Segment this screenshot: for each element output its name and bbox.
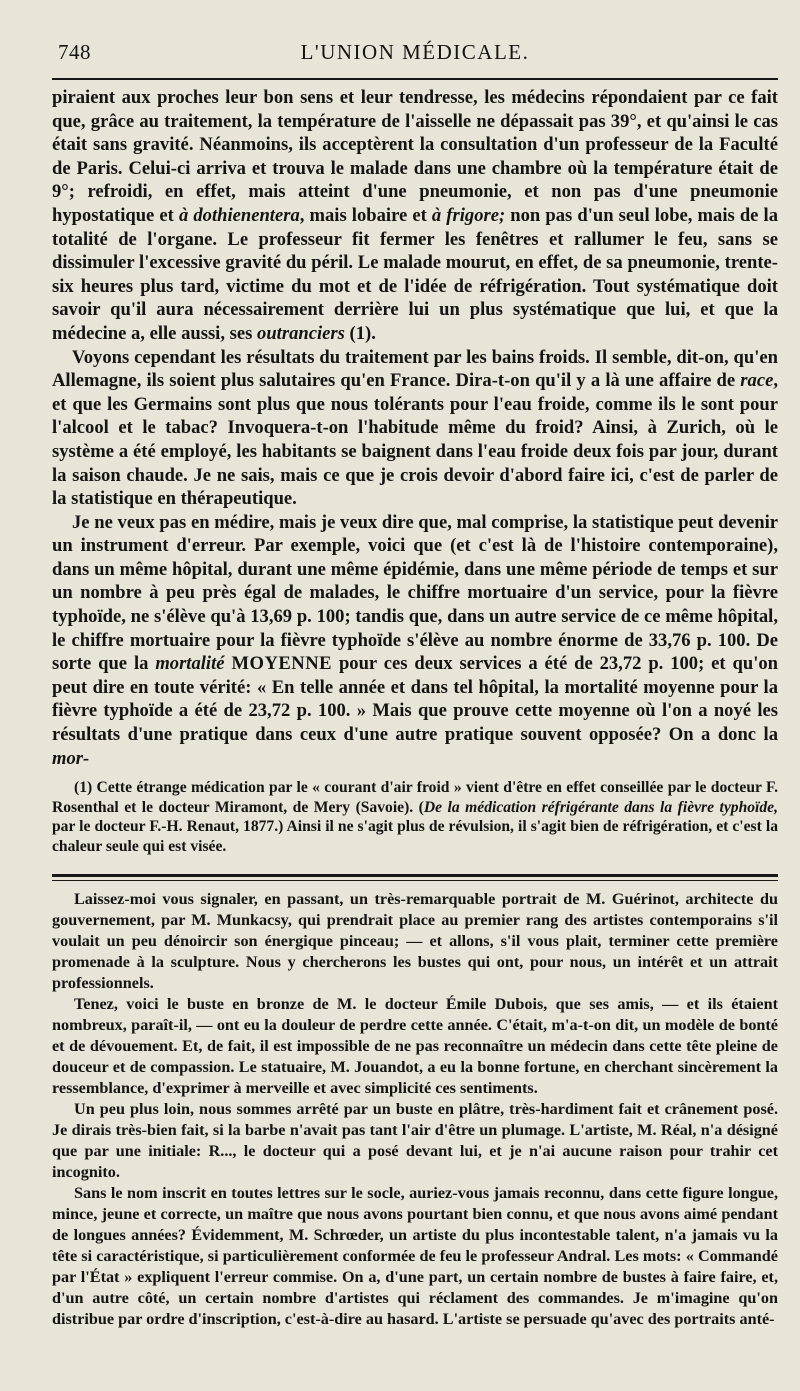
header-rule [52,78,778,80]
main-text [52,86,778,770]
feuilleton-text [52,889,778,1330]
footnote-text: (1) Cette étrange médication par le « courant d'air froid » vient d'être en effet conseillée par le docteur F. Rosenthal et le docteur Miramont, de Mery (Savoie). (De la médication réfrigérante dans la fièvre typhoïde, par le docteur F.-H. Renaut, 1877.) Ainsi il ne s'agit plus de révulsion, il s'agit bien de réfrigération, et c'est la chaleur seule qui est visée. [52,779,778,855]
page-number: 748 [58,40,91,64]
main-paragraph-2: Voyons cependant les résultats du traitement par les bains froids. Il semble, dit-on, qu'en Allemagne, ils soient plus salutaires qu'en France. Dira-t-on qu'il y a là une affaire de race, et que les Germains sont plus que nous tolérants pour l'eau froide, comme ils le sont pour l'alcool et le tabac? Invoquera-t-on l'habitude même du froid? Ainsi, à Zurich, où le système a été employé, les habitants se baignent dans l'eau froide deux fois par jour, durant la saison chaude. Je ne sais, mais ce que je crois devoir d'abord faire ici, c'est de parler de la statistique en thérapeutique. [52,346,778,510]
feuilleton-paragraph-4: Sans le nom inscrit en toutes lettres sur le socle, auriez-vous jamais reconnu, dans cette figure longue, mince, jeune et correcte, un maître que nous avons pourtant bien connu, et que nous avons aimé pendant de longues années? Évidemment, M. Schrœder, un artiste du plus incontestable talent, n'a jamais vu la tête si caractéristique, si particulièrement conformée de feu le professeur Andral. Les mots: « Commandé par l'État » expliquent l'erreur commise. On a, d'une part, un certain nombre de bustes à faire faire, et, d'un autre côté, un certain nombre d'artistes qui réclament des commandes. Je m'imagine qu'on distribue par ordre d'inscription, c'est-à-dire au hasard. L'artiste se persuade qu'avec des portraits anté- [52,1184,778,1329]
running-title: L'UNION MÉDICALE. [300,40,530,64]
feuilleton-paragraph-1: Laissez-moi vous signaler, en passant, un très-remarquable portrait de M. Guérinot, architecte du gouvernement, par M. Munkacsy, qui prendrait place au premier rang des artistes contemporains s'il voulait un peu dénoircir son énergique pinceau; — et allons, s'il vous plait, terminer cette première promenade à la sculpture. Nous y chercherons les bustes qui ont, pour nous, un intérêt et un attrait professionnels. [52,890,778,993]
main-paragraph-3: Je ne veux pas en médire, mais je veux dire que, mal comprise, la statistique peut devenir un instrument d'erreur. Par exemple, voici que (et c'est là de l'histoire contemporaine), dans un même hôpital, durant une même épidémie, dans une même période de temps et sur un nombre à peu près égal de malades, le chiffre mortuaire d'un service, pour la fièvre typhoïde, ne s'élève qu'à 13,69 p. 100; tandis que, dans un autre service de ce même hôpital, le chiffre mortuaire pour la fièvre typhoïde s'élève au nombre énorme de 33,76 p. 100. De sorte que la mortalité MOYENNE pour ces deux services a été de 23,72 p. 100; et qu'on peut dire en toute vérité: « En telle année et dans tel hôpital, la mortalité moyenne pour la fièvre typhoïde a été de 23,72 p. 100. » Mais que prouve cette moyenne où l'on a noyé les résultats d'une pratique dans ceux d'une autre pratique souvent opposée? On a donc la mor- [52,511,778,769]
main-paragraph-1: piraient aux proches leur bon sens et leur tendresse, les médecins répondaient par ce fait que, grâce au traitement, la température de l'aisselle ne dépassait pas 39°, et qu'ainsi le cas était sans gravité. Néanmoins, ils acceptèrent la consultation d'un professeur de la Faculté de Paris. Celui-ci arriva et trouva le malade dans une chambre où la température était de 9°; refroidi, en effet, mais atteint d'une pneumonie, et non pas d'une pneumonie hypostatique et à dothienentera, mais lobaire et à frigore; non pas d'un seul lobe, mais de la totalité de l'organe. Le professeur fit fermer les fenêtres et rallumer le feu, sans se dissimuler l'excessive gravité du péril. Le malade mourut, en effet, de sa pneumonie, trente-six heures plus tard, victime du mot et de l'idée de réfrigération. Tout systématique doit savoir qu'il aura nécessairement derrière lui un plus systématique que lui, et que la médecine a, elle aussi, ses outranciers (1). [52,87,778,344]
footnote [52,778,778,856]
page-header [52,28,778,64]
feuilleton-paragraph-3: Un peu plus loin, nous sommes arrêté par un buste en plâtre, très-hardiment fait et crânement posé. Je dirais très-bien fait, si la barbe n'avait pas tant l'air d'être un plumage. L'artiste, M. Réal, n'a désigné que par une initiale: R..., le docteur qui a posé devant lui, et je n'ai aucune raison pour trahir cet incognito. [52,1100,778,1182]
feuilleton-separator [52,874,778,881]
feuilleton-paragraph-2: Tenez, voici le buste en bronze de M. le docteur Émile Dubois, que ses amis, — et ils étaient nombreux, paraît-il, — ont eu la douleur de perdre cette année. C'était, m'a-t-on dit, un modèle de bonté et de dévouement. Et, de fait, il est impossible de ne pas reconnaître un médecin dans cette tête pleine de douceur et de compassion. Le statuaire, M. Jouandot, a eu la bonne fortune, en cherchant sincèrement la ressemblance, d'exprimer à merveille et avec simplicité ces sentiments. [52,995,778,1098]
